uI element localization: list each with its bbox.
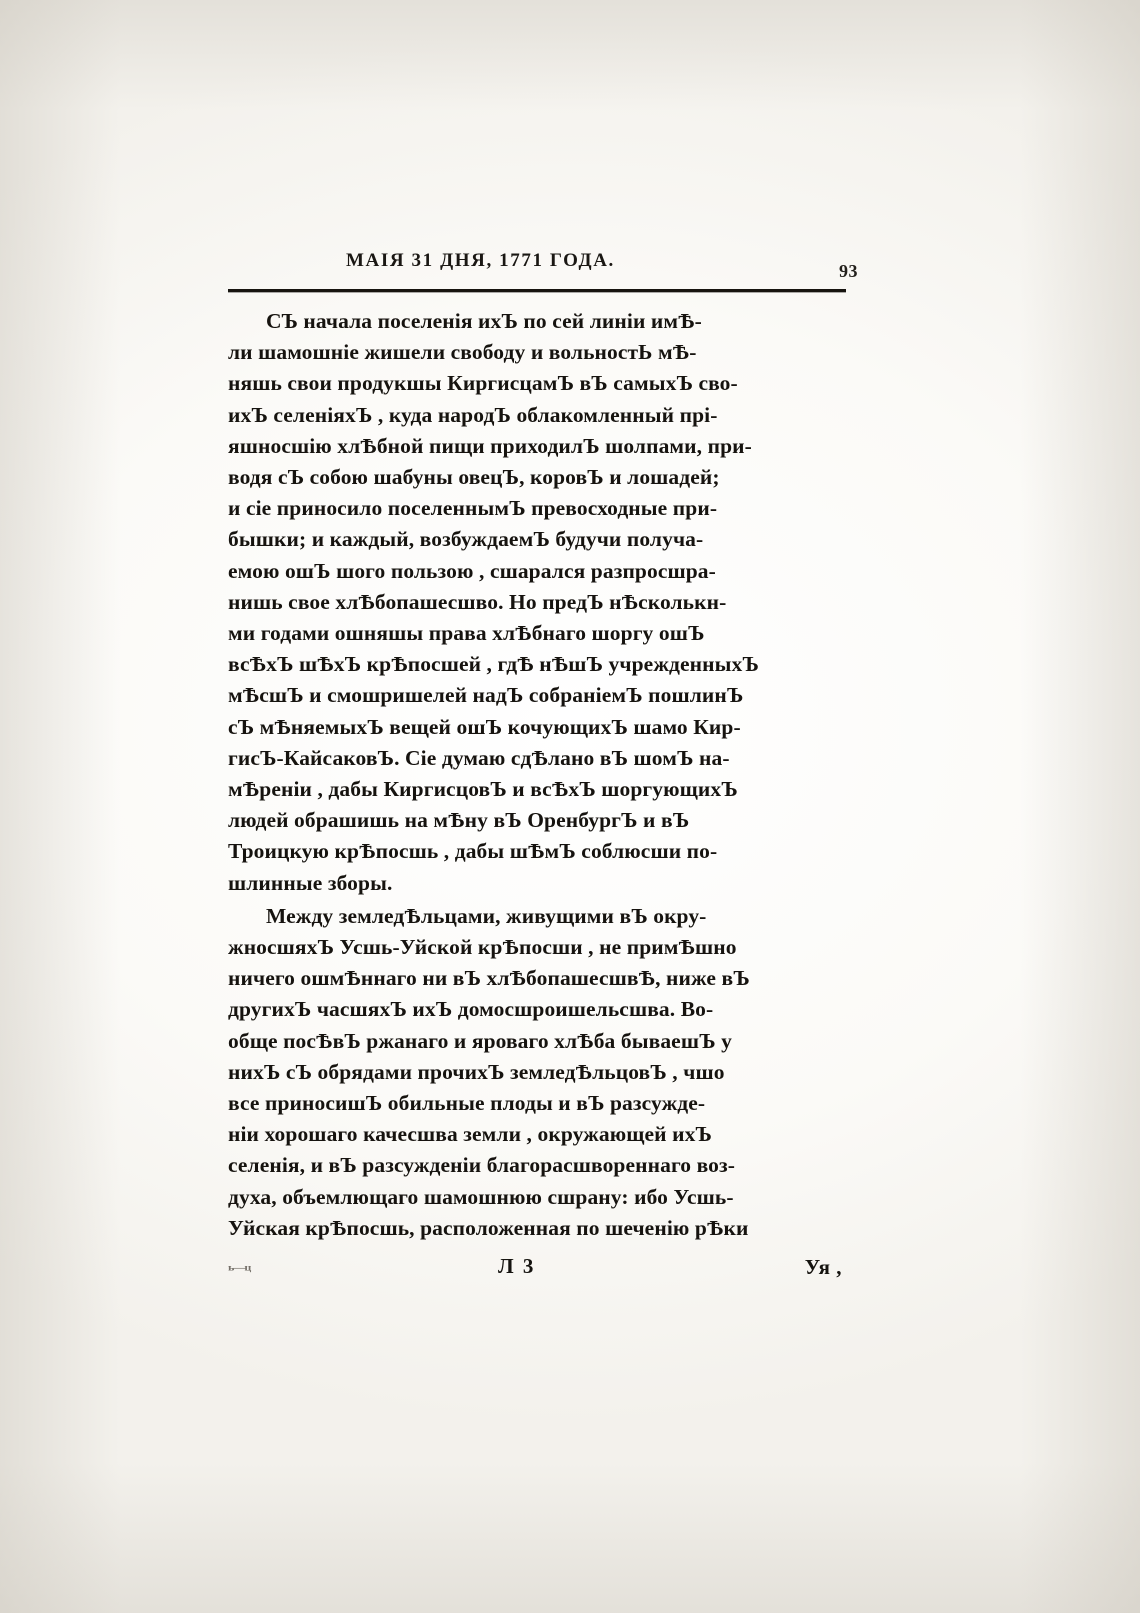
text-line: емою ошЪ шого пользою , сшарался разпросшра- <box>228 558 716 583</box>
catchword: Уя , <box>804 1255 842 1280</box>
page-edge-shade-left <box>0 0 120 1613</box>
text-line: и сіе приносило поселеннымЪ превосходные при- <box>228 496 718 521</box>
signature-mark: Л 3 <box>498 1254 536 1279</box>
text-line: ничего ошмѢннаго ни вЪ хлѢбопашесшвѢ, ниже вЪ <box>228 966 750 991</box>
paragraph-2 <box>228 901 846 1244</box>
text-line: жносшяхЪ Усшь-Уйской крѢпосши , не примѢшно <box>228 935 737 960</box>
running-head <box>228 250 858 281</box>
text-line: шлинные зборы. <box>228 870 393 895</box>
text-line: ихЪ селеніяхЪ , куда народЪ облакомленный прі- <box>228 402 718 427</box>
text-line: Уйская крѢпосшь, расположенная по шеченію рѢки <box>228 1215 749 1240</box>
text-line: сЪ мѢняемыхЪ вещей ошЪ кочующихЪ шамо Кир- <box>228 714 741 739</box>
text-line: водя сЪ собою шабуны овецЪ, коровЪ и лошадей; <box>228 465 720 490</box>
margin-smudge: ь—ц <box>228 1261 251 1273</box>
page-number: 93 <box>839 261 858 281</box>
text-line: ніи хорошаго качесшва земли , окружающей ихЪ <box>228 1122 712 1147</box>
text-block <box>228 250 858 1288</box>
text-line: мѢреніи , дабы КиргисцовЪ и всѢхЪ шоргующихЪ <box>228 777 738 802</box>
text-line: нихЪ сЪ обрядами прочихЪ земледѢльцовЪ , чшо <box>228 1059 725 1084</box>
running-head-title: МАІЯ 31 ДНЯ, 1771 ГОДА. <box>346 250 615 271</box>
text-line: мѢсшЪ и смошришелей надЪ собраніемЪ пошлинЪ <box>228 683 744 708</box>
page-edge-shade-top <box>0 0 1140 110</box>
text-line: все приносишЪ обильные плоды и вЪ разсужде- <box>228 1091 706 1116</box>
text-line: ми годами ошняшы права хлѢбнаго шоргу ошЪ <box>228 621 705 646</box>
text-line <box>228 901 846 932</box>
text-line: няшь свои продукшы КиргисцамЪ вЪ самыхЪ сво- <box>228 371 738 396</box>
text-line: людей обрашишь на мѢну вЪ ОренбургЪ и вЪ <box>228 808 690 833</box>
paragraph-1 <box>228 306 846 899</box>
page-edge-shade-bottom <box>0 1463 1140 1613</box>
text-line: Троицкую крѢпосшь , дабы шѢмЪ соблюсши по- <box>228 839 718 864</box>
text-line: ли шамошніе жишели свободу и вольностЬ мѢ- <box>228 340 697 365</box>
foot-line <box>228 1254 846 1288</box>
text-line: нишь свое хлѢбопашесшво. Но предЪ нѢсколькн- <box>228 589 727 614</box>
line-text: СЪ начала поселенія ихЪ по сей линіи имѢ- <box>266 309 702 333</box>
text-line: другихЪ часшяхЪ ихЪ домосшроишельсшва. Во- <box>228 997 714 1022</box>
line-text: Между земледѢльцами, живущими вЪ окру- <box>266 903 707 928</box>
text-line: яшносшію хлѢбной пищи приходилЪ шолпами, при- <box>228 433 752 458</box>
body-text <box>228 306 846 1244</box>
page-edge-shade-right <box>1020 0 1140 1613</box>
text-line <box>228 306 846 337</box>
text-line: бышки; и каждый, возбуждаемЪ будучи получа- <box>228 527 704 552</box>
text-line: селенія, и вЪ разсужденіи благорасшвореннаго воз- <box>228 1153 736 1178</box>
text-line: гисЪ-КайсаковЪ. Сіе думаю сдѢлано вЪ шомЪ на- <box>228 745 730 770</box>
header-rule <box>228 289 846 292</box>
text-line: духа, объемлющаго шамошнюю сшрану: ибо Усшь- <box>228 1184 734 1209</box>
text-line: обще посѢвЪ ржанаго и яроваго хлѢба бываешЪ у <box>228 1028 732 1053</box>
text-line: всѢхЪ шѢхЪ крѢпосшей , гдѢ нѢшЪ учрежденныхЪ <box>228 652 759 677</box>
